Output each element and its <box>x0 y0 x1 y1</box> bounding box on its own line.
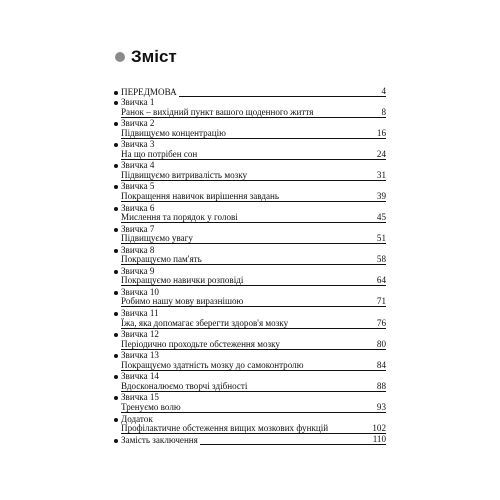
toc-subentry[interactable] <box>114 234 386 245</box>
toc-entry-title: На що потрібен сон <box>121 148 198 159</box>
toc-page-number: 4 <box>381 85 386 96</box>
toc-entry-title: Звичка 7 <box>121 223 155 234</box>
toc-leader-line <box>306 370 375 371</box>
toc-entry-title: Звичка 12 <box>121 329 159 340</box>
toc-entry-title: Замість заключення <box>121 434 198 445</box>
toc-entry-title: Їжа, яка допомагає зберегти здоров'я мозку <box>121 317 289 328</box>
heading-bullet-icon <box>115 52 125 62</box>
toc-entry[interactable] <box>114 371 386 382</box>
toc-subentry[interactable] <box>114 297 386 308</box>
toc-entry[interactable] <box>114 181 386 192</box>
toc-entry[interactable] <box>114 307 386 318</box>
bullet-icon <box>114 143 118 147</box>
toc-page-number: 8 <box>381 106 386 117</box>
bullet-icon <box>114 375 118 379</box>
bullet-icon <box>114 101 118 105</box>
bullet-icon <box>114 207 118 211</box>
toc-entry-title: Вдосконалюємо творчі здібності <box>121 380 248 391</box>
toc-leader-line <box>240 222 375 223</box>
bullet-icon <box>114 396 118 400</box>
toc-page-number: 88 <box>376 380 386 391</box>
toc-entry-title: Робимо нашу мову виразнішою <box>121 296 244 307</box>
toc-entry-title: Покращення навичок вирішення завдань <box>121 191 280 202</box>
toc-entry-title: Звичка 10 <box>121 286 159 297</box>
toc-subentry[interactable] <box>114 170 386 181</box>
toc-leader-line <box>249 180 375 181</box>
toc-entry-title: Підвищуємо концентрацію <box>121 127 226 138</box>
toc-subentry[interactable] <box>114 318 386 329</box>
toc-page-number: 16 <box>376 127 386 138</box>
table-of-contents <box>114 86 386 445</box>
toc-page-number: 76 <box>376 317 386 328</box>
toc-entry[interactable] <box>114 350 386 361</box>
toc-entry[interactable] <box>114 392 386 403</box>
toc-entry-title: Звичка 8 <box>121 244 155 255</box>
bullet-icon <box>114 333 118 337</box>
toc-entry[interactable] <box>114 286 386 297</box>
toc-subentry[interactable] <box>114 255 386 266</box>
toc-entry-title: Тренуємо волю <box>121 401 181 412</box>
toc-entry[interactable] <box>114 265 386 276</box>
toc-subentry[interactable] <box>114 149 386 160</box>
toc-page-number: 51 <box>376 233 386 244</box>
toc-subentry[interactable] <box>114 276 386 287</box>
toc-entry[interactable] <box>114 413 386 424</box>
toc-entry-title: Ранок – вихідний пункт вашого щоденного життя <box>121 106 314 117</box>
toc-entry-title: Звичка 13 <box>121 350 159 361</box>
toc-entry[interactable] <box>114 244 386 255</box>
toc-entry-title: Звичка 4 <box>121 160 155 171</box>
bullet-icon <box>114 249 118 253</box>
toc-leader-line <box>245 306 375 307</box>
toc-entry-title: Підвищуємо витривалість мозку <box>121 169 248 180</box>
toc-subentry[interactable] <box>114 191 386 202</box>
toc-entry[interactable] <box>114 202 386 213</box>
bullet-icon <box>114 164 118 168</box>
toc-entry-title: Профілактичне обстеження вищих мозкових функцій <box>121 423 329 434</box>
bullet-icon <box>114 312 118 316</box>
toc-leader-line <box>183 412 375 413</box>
bullet-icon <box>114 439 118 443</box>
toc-page-number: 45 <box>376 212 386 223</box>
toc-entry-title: ПЕРЕДМОВА <box>121 86 177 97</box>
bullet-icon <box>114 418 118 422</box>
page-title: Зміст <box>131 47 177 66</box>
toc-page-number: 102 <box>372 423 386 434</box>
toc-leader-line <box>179 96 380 97</box>
toc-entry-title: Звичка 5 <box>121 181 155 192</box>
toc-entry[interactable] <box>114 434 386 445</box>
toc-entry-title: Звичка 6 <box>121 202 155 213</box>
toc-subentry[interactable] <box>114 107 386 118</box>
toc-subentry[interactable] <box>114 339 386 350</box>
bullet-icon <box>114 291 118 295</box>
toc-leader-line <box>200 444 371 445</box>
toc-subentry[interactable] <box>114 213 386 224</box>
toc-entry[interactable] <box>114 86 386 97</box>
toc-leader-line <box>330 433 370 434</box>
toc-leader-line <box>245 285 374 286</box>
bullet-icon <box>114 228 118 232</box>
toc-entry[interactable] <box>114 329 386 340</box>
toc-entry-title: Покращуємо пам'ять <box>121 254 202 265</box>
toc-page-number: 24 <box>376 148 386 159</box>
toc-page-number: 71 <box>376 296 386 307</box>
toc-page-number: 84 <box>376 359 386 370</box>
toc-leader-line <box>290 328 375 329</box>
toc-entry-title: Звичка 2 <box>121 118 155 129</box>
toc-leader-line <box>281 201 375 202</box>
toc-subentry[interactable] <box>114 128 386 139</box>
toc-entry-title: Підвищуємо увагу <box>121 233 193 244</box>
toc-leader-line <box>228 138 375 139</box>
toc-entry-title: Звичка 11 <box>121 308 159 319</box>
toc-entry[interactable] <box>114 139 386 150</box>
toc-page-number: 58 <box>376 254 386 265</box>
toc-entry-title: Покращуємо навички розповіді <box>121 275 244 286</box>
toc-entry-title: Звичка 3 <box>121 139 155 150</box>
toc-entry-title: Покращуємо здатність мозку до самоконтролю <box>121 359 304 370</box>
toc-page-number: 31 <box>376 169 386 180</box>
toc-heading <box>115 47 177 67</box>
toc-page-number: 93 <box>376 401 386 412</box>
toc-subentry[interactable] <box>114 381 386 392</box>
bullet-icon <box>114 122 118 126</box>
toc-page-number: 110 <box>372 433 386 444</box>
toc-entry-title: Звичка 1 <box>121 97 155 108</box>
bullet-icon <box>114 270 118 274</box>
toc-leader-line <box>249 391 375 392</box>
toc-page-number: 39 <box>376 191 386 202</box>
toc-leader-line <box>282 349 375 350</box>
toc-subentry[interactable] <box>114 360 386 371</box>
bullet-icon <box>114 185 118 189</box>
bullet-icon <box>114 91 118 95</box>
toc-entry-title: Звичка 14 <box>121 371 159 382</box>
toc-entry[interactable] <box>114 223 386 234</box>
toc-entry[interactable] <box>114 160 386 171</box>
toc-leader-line <box>199 159 375 160</box>
toc-entry[interactable] <box>114 118 386 129</box>
toc-page-number: 80 <box>376 338 386 349</box>
toc-entry-title: Мислення та порядок у голові <box>121 212 238 223</box>
bullet-icon <box>114 354 118 358</box>
toc-entry-title: Додаток <box>121 413 153 424</box>
toc-subentry[interactable] <box>114 424 386 435</box>
toc-leader-line <box>204 264 375 265</box>
toc-subentry[interactable] <box>114 402 386 413</box>
toc-page-number: 64 <box>376 275 386 286</box>
toc-leader-line <box>315 117 379 118</box>
toc-leader-line <box>195 243 375 244</box>
toc-entry-title: Періодично проходьте обстеження мозку <box>121 338 280 349</box>
toc-entry-title: Звичка 9 <box>121 265 155 276</box>
toc-entry[interactable] <box>114 97 386 108</box>
toc-entry-title: Звичка 15 <box>121 392 159 403</box>
